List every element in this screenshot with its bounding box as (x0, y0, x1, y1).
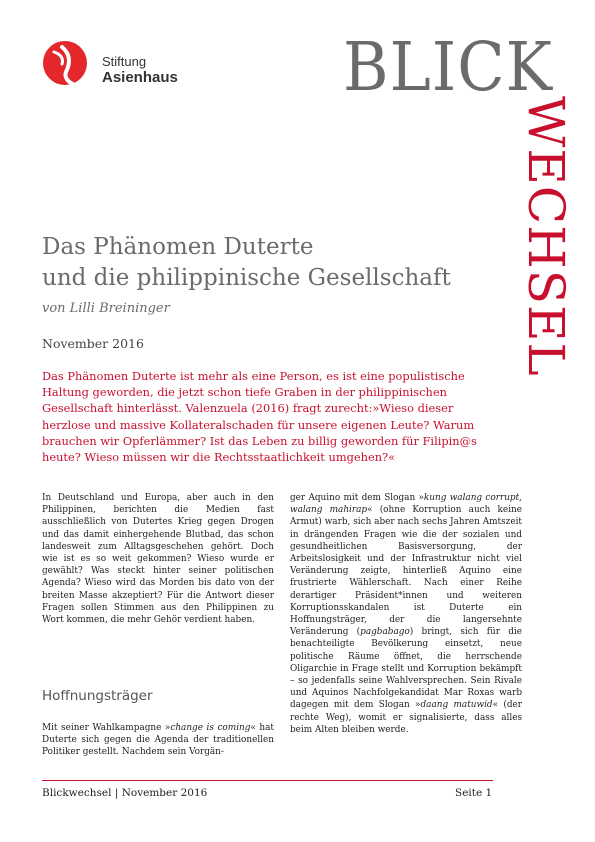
body-paragraph (42, 722, 274, 759)
italic-run: pagbabago (360, 627, 410, 638)
body-column-left-continued (42, 722, 274, 759)
section-heading: Hoffnungsträger (42, 688, 153, 704)
logo-mark-icon (42, 38, 94, 90)
logo-stiftung-text: Stiftung (102, 54, 147, 69)
series-title-blick: BLICK (343, 27, 553, 107)
article-title (42, 232, 451, 294)
italic-run: daang matuwid (420, 700, 493, 711)
asienhaus-logo (42, 38, 202, 90)
italic-run: kung walang corrupt, walang mahirap (290, 493, 522, 516)
title-line-2: und die philippinische Gesellschaft (42, 265, 451, 291)
text-run: « (ohne Korruption auch keine Armut) warb, sich aber nach sechs Jahren Amtszeit in drängenden Fragen wie die der sozialen und gesundheitlichen Basisversorgung, der Arbeitslosigkeit und der Infrastruktur nicht viel Veränderung zeigte, hinterließ Aquino eine frustrierte Wählerschaft. Nach einer Reihe derartiger Präsident*innen und weiteren Korruptionsskandalen ist Duterte ein Hoffnungsträger, der die langersehnte Veränderung ( (290, 505, 522, 638)
article-lead: Das Phänomen Duterte ist mehr als eine Person, es ist eine populistische Haltung geworden, die jetzt schon tiefe Graben in der philippinischen Gesellschaft hinterlässt. Valenzuela (2016) fragt zurecht:»Wieso dieser herzlose und massive Kollateralschaden für unsere eigenen Leute? Warum brauchen wir Opferlämmer? Ist das Leben zu billig geworden für Filipin@s heute? Wieso müssen wir die Rechtsstaatlichkeit umgehen?« (42, 369, 477, 465)
text-run: ger Aquino mit dem Slogan » (290, 493, 424, 503)
article-date: November 2016 (42, 336, 144, 351)
body-paragraph: In Deutschland und Europa, aber auch in den Philippinen, berichten die Medien fast ausschließlich von Dutertes Krieg gegen Drogen und das damit einhergehende Blutbad, das schon landesweit zum Alltagsgeschehen gehört. Doch wie ist es so weit gekommen? Wieso wurde er gewählt? Was steckt hinter seiner politischen Agenda? Wieso wird das Morden bis dato von der breiten Masse akzeptiert? Für die Antwort dieser Fragen sollen Stimmen aus den Philippinen zu Wort kommen, die mehr Gehör verdient haben. (42, 493, 274, 626)
italic-run: change is coming (170, 723, 251, 733)
footer-publication: Blickwechsel | November 2016 (42, 787, 208, 799)
footer-rule (42, 780, 493, 781)
article-author: von Lilli Breininger (42, 301, 170, 316)
text-run: ) bringt, sich für die benachteiligte Bevölkerung einsetzt, neue politische Räume öffnet, die herrschende Oligarchie in Frage stellt und Korruption bekämpft – so jedenfalls seine Wahlversprechen. Sein Rivale und Aquinos Nachfolgekandidat Mar Roxas warb dagegen mit dem Slogan » (290, 627, 523, 711)
body-paragraph (290, 492, 522, 736)
text-run: « (der rechte Weg), womit er signalisierte, dass alles beim Alten bleiben werde. (290, 700, 523, 735)
body-column-right (290, 492, 522, 736)
text-run: Mit seiner Wahlkampagne » (42, 723, 171, 733)
title-line-1: Das Phänomen Duterte (42, 234, 314, 260)
logo-name-text: Asienhaus (102, 69, 178, 86)
series-title-wechsel (518, 96, 574, 446)
footer-page-number: Seite 1 (455, 787, 493, 799)
text-run: « hat Duterte sich gegen die Agenda der traditionellen Politiker gestellt. Nachdem sein Vorgän- (42, 723, 274, 758)
body-column-left (42, 492, 274, 626)
series-title-wechsel-text: WECHSEL (517, 96, 575, 377)
